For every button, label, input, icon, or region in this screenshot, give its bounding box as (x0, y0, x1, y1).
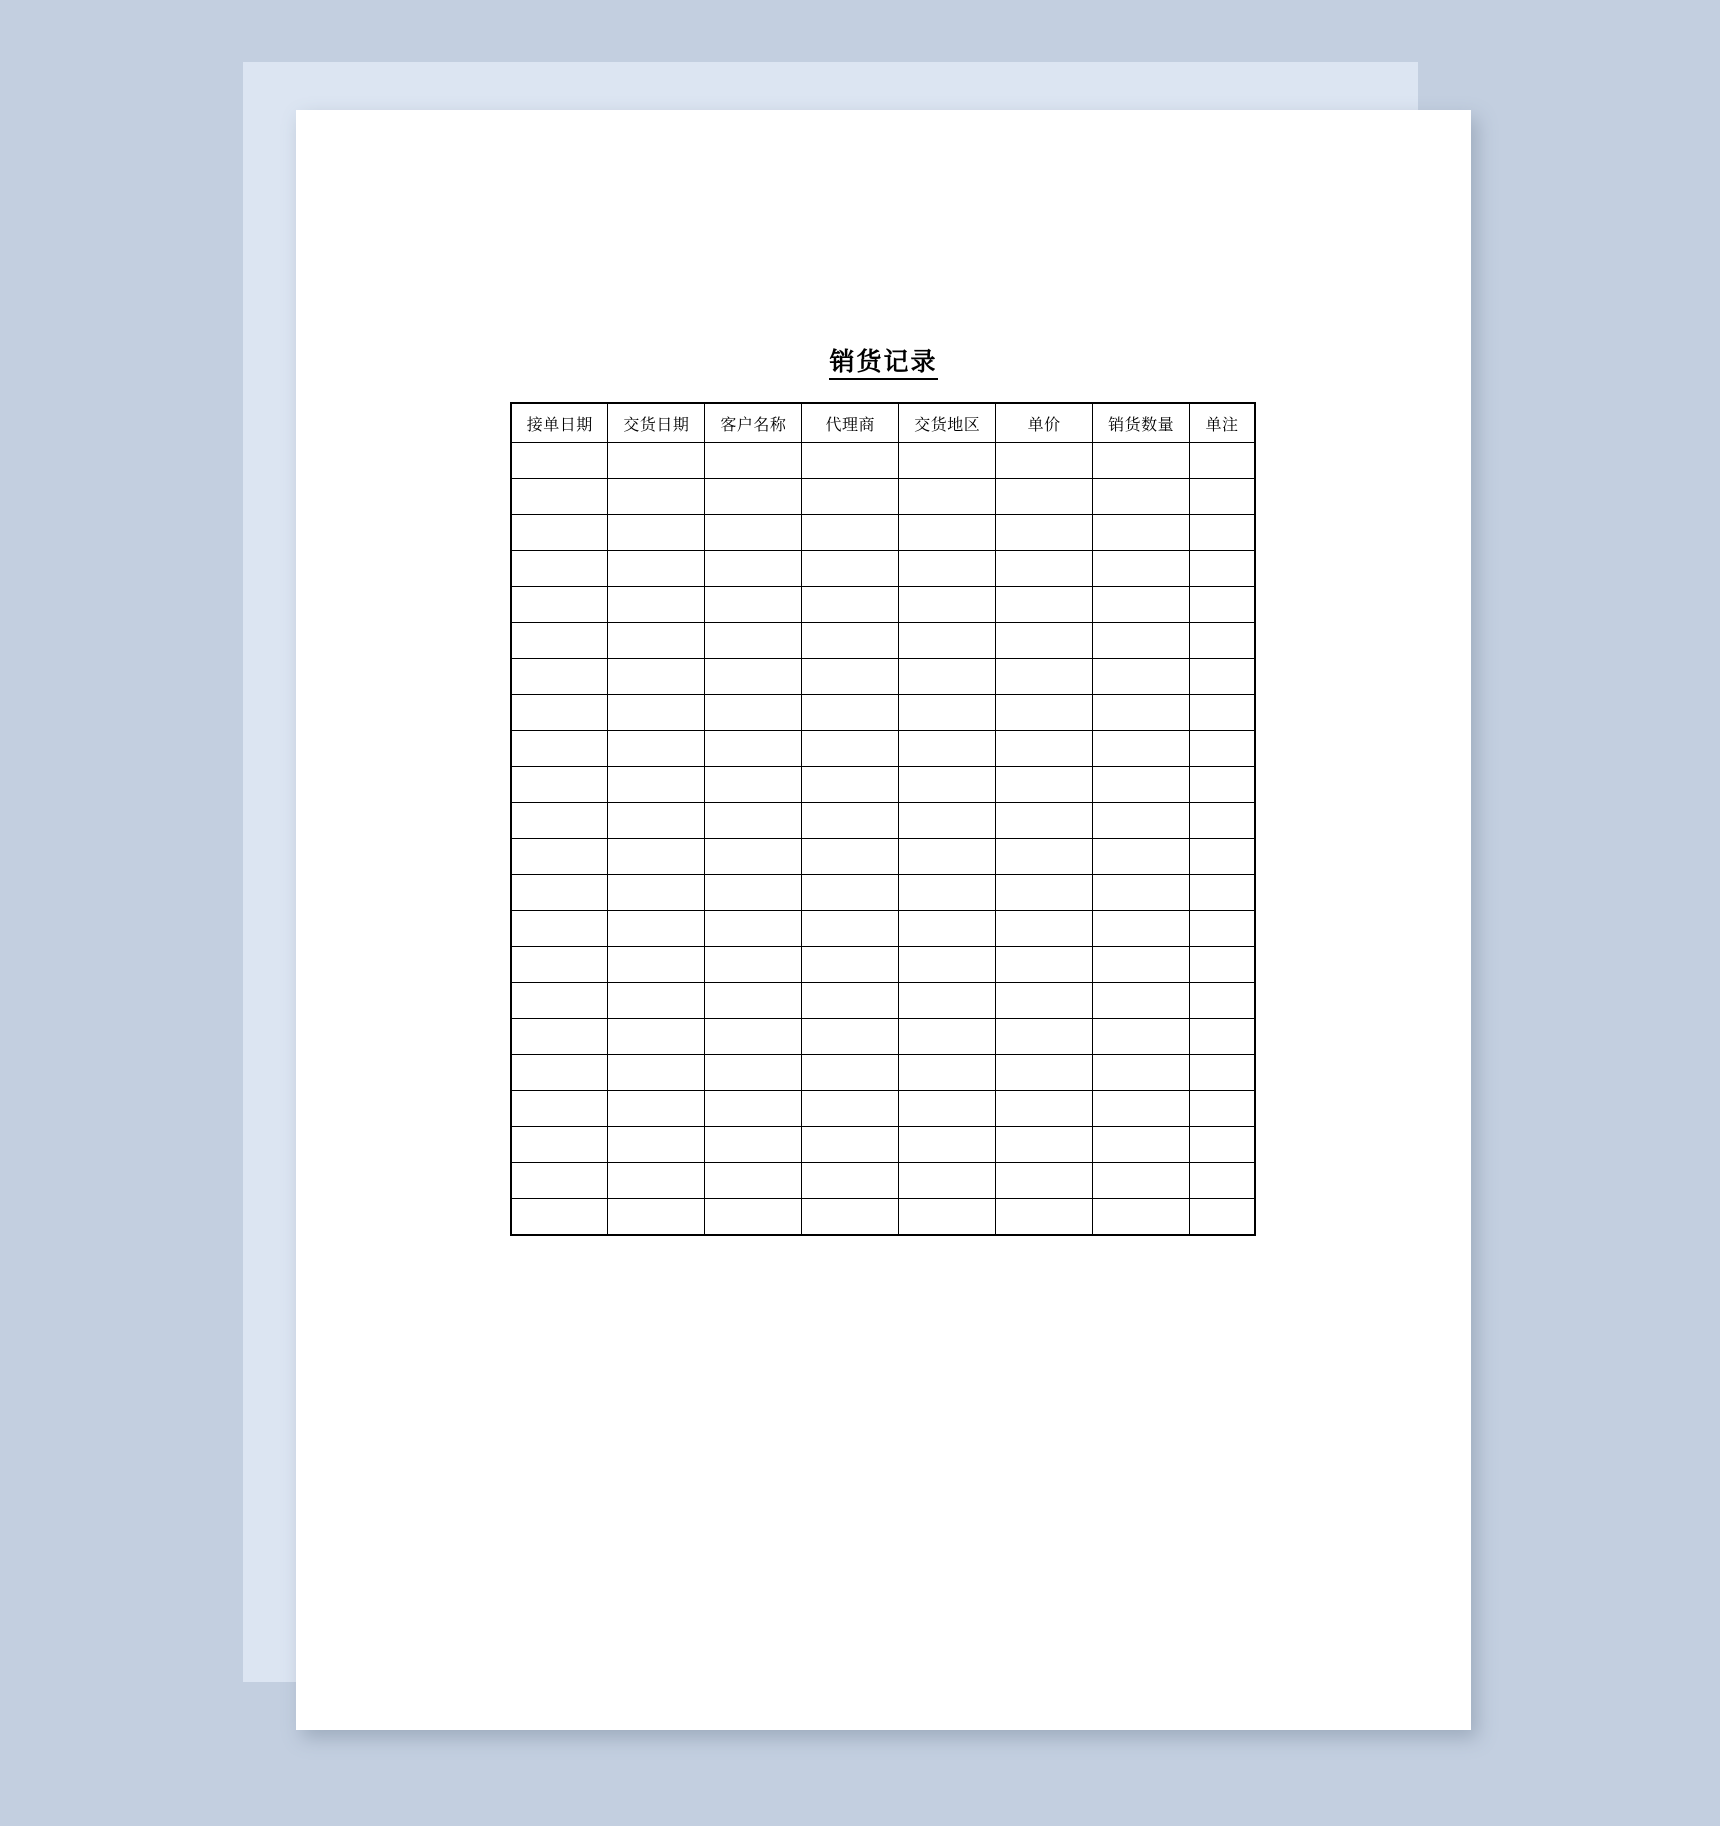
table-cell[interactable] (802, 839, 899, 875)
table-cell[interactable] (705, 767, 802, 803)
table-cell[interactable] (899, 1199, 996, 1236)
table-cell[interactable] (802, 479, 899, 515)
table-cell[interactable] (705, 443, 802, 479)
table-cell[interactable] (1190, 659, 1255, 695)
table-cell[interactable] (1190, 695, 1255, 731)
table-cell[interactable] (608, 479, 705, 515)
table-cell[interactable] (899, 839, 996, 875)
table-cell[interactable] (608, 695, 705, 731)
table-cell[interactable] (996, 947, 1093, 983)
table-cell[interactable] (608, 767, 705, 803)
table-cell[interactable] (511, 731, 608, 767)
table-cell[interactable] (608, 443, 705, 479)
table-cell[interactable] (608, 623, 705, 659)
table-cell[interactable] (608, 1199, 705, 1236)
table-cell[interactable] (511, 1019, 608, 1055)
table-cell[interactable] (511, 587, 608, 623)
table-row (511, 839, 1255, 875)
table-cell[interactable] (1190, 443, 1255, 479)
table-cell[interactable] (996, 1019, 1093, 1055)
table-cell[interactable] (802, 1019, 899, 1055)
table-cell[interactable] (996, 839, 1093, 875)
table-cell[interactable] (1093, 443, 1190, 479)
column-header-agent: 代理商 (802, 403, 899, 443)
table-cell[interactable] (802, 443, 899, 479)
table-cell[interactable] (705, 695, 802, 731)
table-cell[interactable] (802, 731, 899, 767)
table-cell[interactable] (705, 1091, 802, 1127)
table-cell[interactable] (705, 803, 802, 839)
table-cell[interactable] (802, 695, 899, 731)
table-cell[interactable] (1093, 803, 1190, 839)
sales-record-table (510, 402, 1256, 1236)
table-cell[interactable] (996, 515, 1093, 551)
table-cell[interactable] (802, 515, 899, 551)
table-cell[interactable] (899, 875, 996, 911)
table-cell[interactable] (899, 479, 996, 515)
table-cell[interactable] (705, 1055, 802, 1091)
table-cell[interactable] (705, 731, 802, 767)
table-cell[interactable] (608, 1091, 705, 1127)
table-cell[interactable] (608, 1163, 705, 1199)
table-cell[interactable] (996, 1127, 1093, 1163)
table-cell[interactable] (996, 623, 1093, 659)
page-title (296, 342, 1471, 378)
table-row (511, 1091, 1255, 1127)
table-cell[interactable] (1190, 767, 1255, 803)
table-cell[interactable] (1093, 1199, 1190, 1236)
table-cell[interactable] (802, 911, 899, 947)
table-cell[interactable] (1190, 623, 1255, 659)
table-cell[interactable] (1190, 515, 1255, 551)
table-cell[interactable] (608, 1127, 705, 1163)
table-cell[interactable] (608, 875, 705, 911)
table-cell[interactable] (705, 911, 802, 947)
table-cell[interactable] (1093, 623, 1190, 659)
table-cell[interactable] (1093, 731, 1190, 767)
table-row (511, 947, 1255, 983)
table-cell[interactable] (511, 443, 608, 479)
table-cell[interactable] (1093, 839, 1190, 875)
table-cell[interactable] (996, 1055, 1093, 1091)
table-cell[interactable] (1093, 875, 1190, 911)
table-cell[interactable] (899, 587, 996, 623)
table-cell[interactable] (608, 731, 705, 767)
table-cell[interactable] (1093, 551, 1190, 587)
table-cell[interactable] (705, 587, 802, 623)
table-cell[interactable] (899, 623, 996, 659)
table-cell[interactable] (705, 875, 802, 911)
table-row (511, 1163, 1255, 1199)
table-cell[interactable] (511, 479, 608, 515)
column-header-customer-name: 客户名称 (705, 403, 802, 443)
table-cell[interactable] (705, 1127, 802, 1163)
table-row (511, 623, 1255, 659)
table-cell[interactable] (899, 803, 996, 839)
table-cell[interactable] (996, 911, 1093, 947)
table-cell[interactable] (1093, 767, 1190, 803)
table-cell[interactable] (802, 659, 899, 695)
table-row (511, 479, 1255, 515)
table-row (511, 695, 1255, 731)
table-cell[interactable] (511, 1055, 608, 1091)
table-cell[interactable] (1190, 875, 1255, 911)
table-cell[interactable] (1190, 1091, 1255, 1127)
table-cell[interactable] (802, 551, 899, 587)
table-cell[interactable] (705, 659, 802, 695)
table-cell[interactable] (705, 623, 802, 659)
table-cell[interactable] (608, 947, 705, 983)
table-cell[interactable] (899, 443, 996, 479)
table-cell[interactable] (899, 1163, 996, 1199)
table-cell[interactable] (899, 1055, 996, 1091)
table-cell[interactable] (608, 587, 705, 623)
table-row (511, 1055, 1255, 1091)
table-cell[interactable] (802, 1199, 899, 1236)
column-header-unit-price: 单价 (996, 403, 1093, 443)
table-cell[interactable] (511, 875, 608, 911)
table-cell[interactable] (1093, 911, 1190, 947)
table-cell[interactable] (511, 803, 608, 839)
column-header-order-date: 接单日期 (511, 403, 608, 443)
table-cell[interactable] (1093, 947, 1190, 983)
table-cell[interactable] (511, 947, 608, 983)
table-row (511, 659, 1255, 695)
table-cell[interactable] (996, 1163, 1093, 1199)
table-row (511, 731, 1255, 767)
table-cell[interactable] (996, 1199, 1093, 1236)
table-cell[interactable] (802, 947, 899, 983)
table-body (511, 443, 1255, 1236)
table-cell[interactable] (1093, 695, 1190, 731)
table-row (511, 767, 1255, 803)
table-cell[interactable] (899, 551, 996, 587)
table-cell[interactable] (1190, 1019, 1255, 1055)
table-cell[interactable] (705, 839, 802, 875)
table-cell[interactable] (511, 551, 608, 587)
table-cell[interactable] (1190, 1127, 1255, 1163)
table-cell[interactable] (802, 1163, 899, 1199)
table-cell[interactable] (899, 911, 996, 947)
table-cell[interactable] (511, 1199, 608, 1236)
table-cell[interactable] (802, 623, 899, 659)
table-row (511, 875, 1255, 911)
table-cell[interactable] (996, 875, 1093, 911)
table-row (511, 515, 1255, 551)
table-cell[interactable] (511, 1163, 608, 1199)
table-cell[interactable] (996, 695, 1093, 731)
table-cell[interactable] (996, 803, 1093, 839)
column-header-delivery-date: 交货日期 (608, 403, 705, 443)
table-cell[interactable] (705, 947, 802, 983)
table-cell[interactable] (899, 1091, 996, 1127)
table-cell[interactable] (705, 1163, 802, 1199)
table-cell[interactable] (705, 983, 802, 1019)
table-cell[interactable] (802, 875, 899, 911)
table-cell[interactable] (1190, 803, 1255, 839)
table-cell[interactable] (1093, 1019, 1190, 1055)
table-cell[interactable] (899, 767, 996, 803)
table-cell[interactable] (608, 515, 705, 551)
table-cell[interactable] (899, 1019, 996, 1055)
table-cell[interactable] (1093, 587, 1190, 623)
table-cell[interactable] (899, 515, 996, 551)
table-cell[interactable] (1190, 983, 1255, 1019)
table-cell[interactable] (511, 623, 608, 659)
table-header-row (511, 403, 1255, 443)
table-cell[interactable] (1190, 731, 1255, 767)
table-cell[interactable] (996, 731, 1093, 767)
table-cell[interactable] (1093, 515, 1190, 551)
table-row (511, 443, 1255, 479)
table-cell[interactable] (1190, 587, 1255, 623)
table-cell[interactable] (996, 551, 1093, 587)
table-row (511, 587, 1255, 623)
table-cell[interactable] (1190, 551, 1255, 587)
table-cell[interactable] (511, 911, 608, 947)
table-cell[interactable] (1190, 1199, 1255, 1236)
table-cell[interactable] (705, 1019, 802, 1055)
table-cell[interactable] (1093, 1127, 1190, 1163)
table-cell[interactable] (899, 731, 996, 767)
table-cell[interactable] (608, 839, 705, 875)
table-cell[interactable] (996, 1091, 1093, 1127)
table-cell[interactable] (996, 443, 1093, 479)
table-cell[interactable] (511, 695, 608, 731)
table-cell[interactable] (511, 1127, 608, 1163)
table-cell[interactable] (899, 1127, 996, 1163)
table-cell[interactable] (511, 515, 608, 551)
table-cell[interactable] (1093, 983, 1190, 1019)
table-cell[interactable] (996, 659, 1093, 695)
sales-record-table-container (510, 402, 1256, 1236)
table-cell[interactable] (1190, 1055, 1255, 1091)
table-cell[interactable] (899, 659, 996, 695)
table-row (511, 803, 1255, 839)
table-row (511, 1127, 1255, 1163)
table-row (511, 551, 1255, 587)
page-title-text: 销货记录 (829, 349, 937, 380)
table-cell[interactable] (511, 767, 608, 803)
table-cell[interactable] (608, 659, 705, 695)
table-cell[interactable] (802, 587, 899, 623)
table-row (511, 911, 1255, 947)
table-cell[interactable] (1190, 479, 1255, 515)
table-row (511, 1019, 1255, 1055)
table-cell[interactable] (1093, 659, 1190, 695)
table-cell[interactable] (802, 983, 899, 1019)
table-cell[interactable] (1093, 1055, 1190, 1091)
table-cell[interactable] (1093, 479, 1190, 515)
table-cell[interactable] (608, 551, 705, 587)
table-cell[interactable] (705, 515, 802, 551)
table-cell[interactable] (1190, 947, 1255, 983)
column-header-sales-quantity: 销货数量 (1093, 403, 1190, 443)
table-cell[interactable] (608, 1019, 705, 1055)
table-row (511, 983, 1255, 1019)
table-cell[interactable] (899, 947, 996, 983)
table-cell[interactable] (802, 1127, 899, 1163)
table-cell[interactable] (511, 659, 608, 695)
table-cell[interactable] (996, 587, 1093, 623)
table-cell[interactable] (1190, 911, 1255, 947)
table-cell[interactable] (608, 803, 705, 839)
table-cell[interactable] (705, 479, 802, 515)
table-cell[interactable] (511, 839, 608, 875)
table-cell[interactable] (608, 983, 705, 1019)
table-cell[interactable] (1190, 839, 1255, 875)
table-cell[interactable] (802, 1091, 899, 1127)
table-cell[interactable] (1093, 1091, 1190, 1127)
table-cell[interactable] (511, 983, 608, 1019)
table-row (511, 1199, 1255, 1236)
table-cell[interactable] (802, 803, 899, 839)
table-cell[interactable] (899, 983, 996, 1019)
table-cell[interactable] (802, 767, 899, 803)
table-cell[interactable] (705, 1199, 802, 1236)
table-cell[interactable] (1190, 1163, 1255, 1199)
table-cell[interactable] (608, 911, 705, 947)
document-page (296, 110, 1471, 1730)
table-cell[interactable] (996, 767, 1093, 803)
table-cell[interactable] (996, 983, 1093, 1019)
table-cell[interactable] (608, 1055, 705, 1091)
table-cell[interactable] (802, 1055, 899, 1091)
table-cell[interactable] (996, 479, 1093, 515)
table-cell[interactable] (899, 695, 996, 731)
table-cell[interactable] (705, 551, 802, 587)
table-header (511, 403, 1255, 443)
column-header-remark: 单注 (1190, 403, 1255, 443)
column-header-delivery-region: 交货地区 (899, 403, 996, 443)
table-cell[interactable] (1093, 1163, 1190, 1199)
table-cell[interactable] (511, 1091, 608, 1127)
